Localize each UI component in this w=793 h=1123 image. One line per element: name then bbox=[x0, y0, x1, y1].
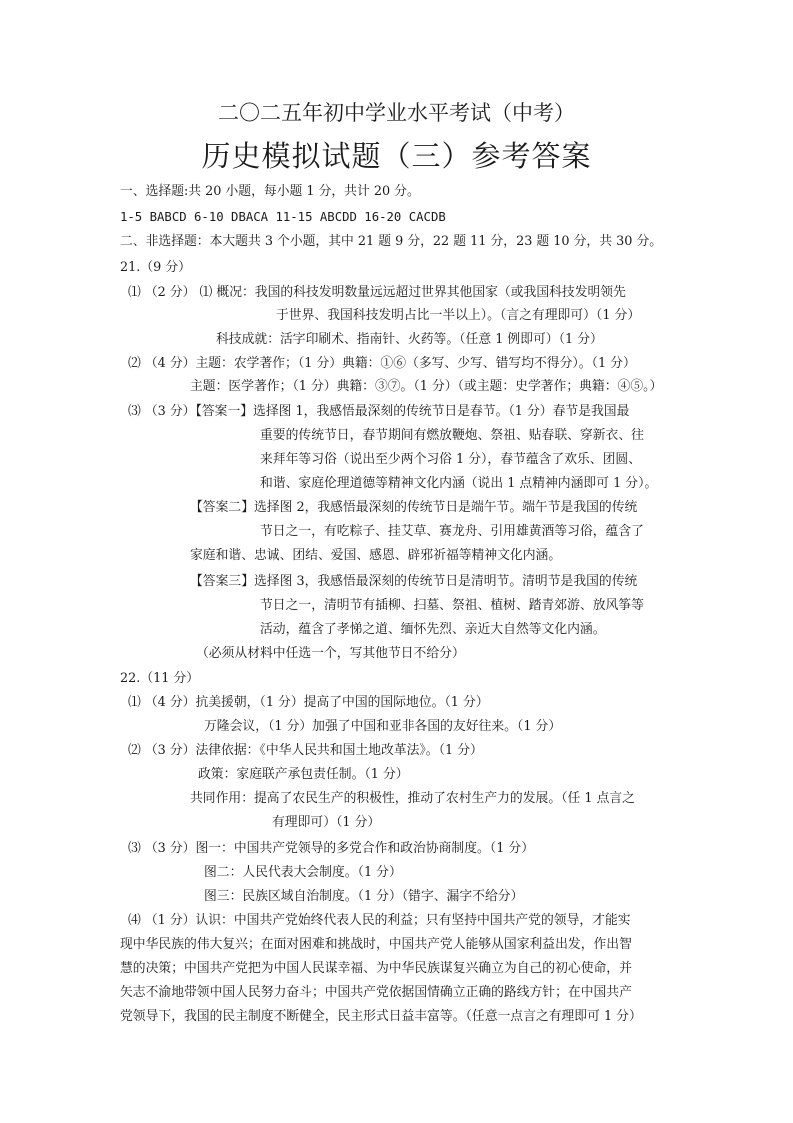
q21-part3-answer3-line3: 活动，蕴含了孝悌之道、缅怀先烈、亲近大自然等文化内涵。 bbox=[260, 622, 606, 637]
q21-part3-answer1-line2: 重要的传统节日，春节期间有燃放鞭炮、祭祖、贴春联、穿新衣、往 bbox=[260, 428, 644, 443]
section-heading-choice: 一、选择题:共 20 小题，每小题 1 分，共计 20 分。 bbox=[120, 184, 420, 199]
q21-part3-answer1-line1: ⑶ （3 分）【答案一】选择图 1，我感悟最深刻的传统节日是春节。（1 分）春节是我国最 bbox=[128, 404, 630, 419]
q22-part4-line5: 党领导下，我国的民主制度不断健全，民主形式日益丰富等。（任意一点言之有理即可 1 分） bbox=[120, 1009, 642, 1024]
q22-part1-line1: ⑴ （4 分）抗美援朝，（1 分）提高了中国的国际地位。（1 分） bbox=[128, 695, 489, 710]
q22-part4-line4: 矢志不渝地带领中国人民努力奋斗；中国共产党依据国情确立正确的路线方针；在中国共产 bbox=[120, 985, 632, 1000]
q21-part1-line1: ⑴ （2 分） ⑴ 概况：我国的科技发明数量远远超过世界其他国家（或我国科技发明领先 bbox=[128, 285, 626, 300]
q22-part2-line2: 政策：家庭联产承包责任制。（1 分） bbox=[198, 767, 409, 782]
q21-part2-line1: ⑵ （4 分）主题：农学著作；（1 分）典籍：①⑥（多写、少写、错写均不得分）。（1 分） bbox=[128, 356, 636, 371]
q22-part1-line2: 万隆会议，（1 分）加强了中国和亚非各国的友好往来。（1 分） bbox=[204, 719, 562, 734]
q21-part3-answer1-line4: 和谐、家庭伦理道德等精神文化内涵（说出 1 点精神内涵即可 1 分）。 bbox=[260, 476, 658, 491]
choice-answers: 1-5 BABCD 6-10 DBACA 11-15 ABCDD 16-20 CACDB bbox=[120, 210, 446, 224]
question-21-heading: 21.（9 分） bbox=[120, 260, 191, 275]
q21-part3-answer2-line1: 【答案二】选择图 2，我感悟最深刻的传统节日是端午节。端午节是我国的传统 bbox=[190, 500, 638, 515]
q21-part1-line3: 科技成就：活字印刷术、指南针、火药等。（任意 1 例即可）（1 分） bbox=[216, 332, 603, 347]
q21-part3-answer3-line1: 【答案三】选择图 3，我感悟最深刻的传统节日是清明节。清明节是我国的传统 bbox=[190, 574, 638, 589]
q22-part4-line3: 慧的决策；中国共产党把为中国人民谋幸福、为中华民族谋复兴确立为自己的初心使命，并 bbox=[120, 961, 632, 976]
q22-part3-line2: 图二：人民代表大会制度。（1 分） bbox=[204, 865, 402, 880]
q21-part1-line2: 于世界、我国科技发明占比一半以上）。（言之有理即可）（1 分） bbox=[276, 308, 641, 323]
q21-part3-note: （必须从材料中任选一个，写其他节日不给分） bbox=[196, 646, 465, 661]
q22-part4-line1: ⑷ （1 分）认识：中国共产党始终代表人民的利益；只有坚持中国共产党的领导，才能实 bbox=[128, 913, 631, 928]
q22-part4-line2: 现中华民族的伟大复兴；在面对困难和挑战时，中国共产党人能够从国家利益出发，作出智 bbox=[120, 937, 632, 952]
q22-part3-line1: ⑶ （3 分）图一：中国共产党领导的多党合作和政治协商制度。（1 分） bbox=[128, 841, 534, 856]
exam-title: 二〇二五年初中学业水平考试（中考） bbox=[218, 101, 575, 125]
q21-part3-answer1-line3: 来拜年等习俗（说出至少两个习俗 1 分），春节蕴含了欢乐、团圆、 bbox=[260, 452, 641, 467]
q21-part3-answer2-line3: 家庭和谐、忠诚、团结、爱国、感恩、辟邪祈福等精神文化内涵。 bbox=[190, 548, 562, 563]
question-22-heading: 22.（11 分） bbox=[120, 671, 200, 686]
q22-part2-line4: 有理即可）（1 分） bbox=[272, 815, 381, 830]
q21-part2-line2: 主题：医学著作；（1 分）典籍：③⑦。（1 分）（或主题：史学著作；典籍：④⑤。） bbox=[190, 379, 663, 394]
q22-part2-line1: ⑵ （3 分）法律依据：《中华人民共和国土地改革法》。（1 分） bbox=[128, 743, 483, 758]
q21-part3-answer3-line2: 节日之一，清明节有插柳、扫墓、祭祖、植树、踏青郊游、放风筝等 bbox=[260, 598, 644, 613]
q22-part3-line3: 图三：民族区域自治制度。（1 分）（错字、漏字不给分） bbox=[204, 889, 524, 904]
answer-key-title: 历史模拟试题（三）参考答案 bbox=[201, 139, 592, 173]
q21-part3-answer2-line2: 节日之一，有吃粽子、挂艾草、赛龙舟、引用雄黄酒等习俗，蕴含了 bbox=[260, 524, 644, 539]
section-heading-nonchoice: 二、非选择题：本大题共 3 个小题，其中 21 题 9 分，22 题 11 分，23 题 10 分，共 30 分。 bbox=[120, 234, 663, 249]
q22-part2-line3: 共同作用：提高了农民生产的积极性，推动了农村生产力的发展。（任 1 点言之 bbox=[190, 791, 635, 806]
